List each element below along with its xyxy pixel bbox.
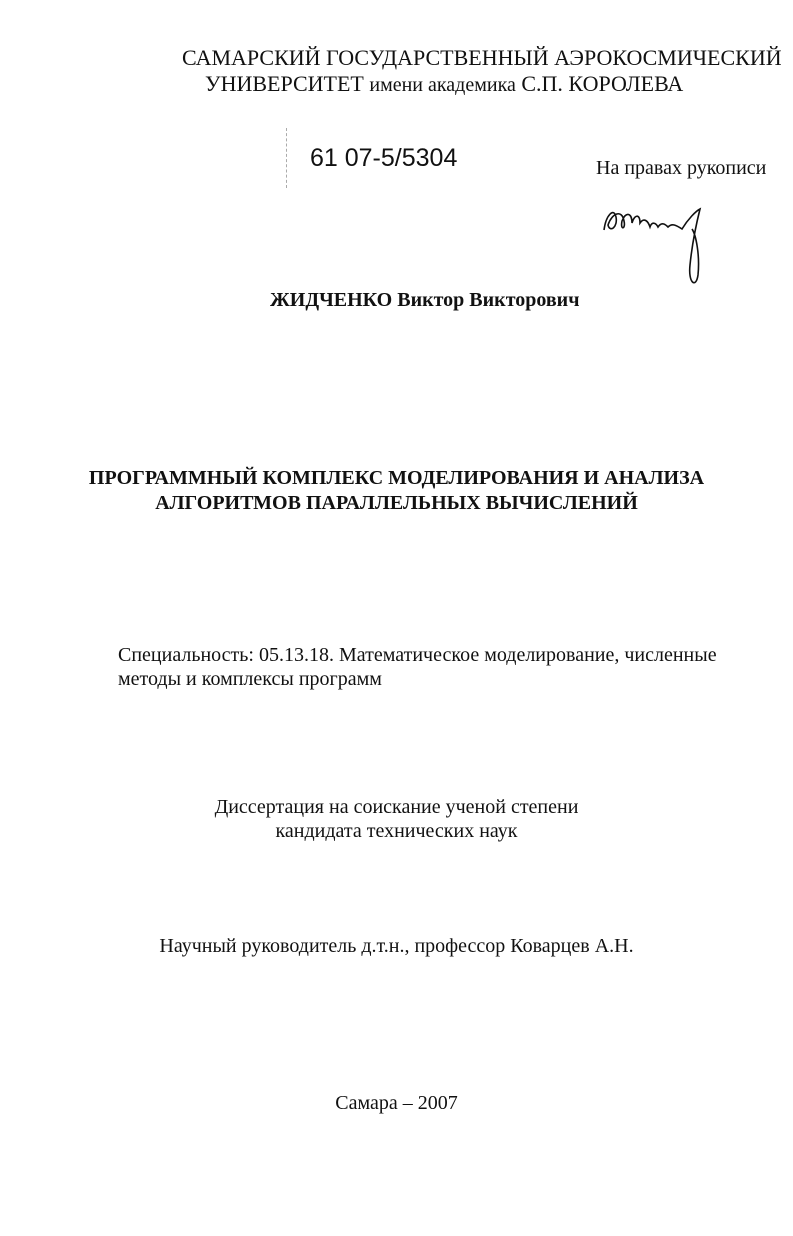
dissertation-title-line2: АЛГОРИТМОВ ПАРАЛЛЕЛЬНЫХ ВЫЧИСЛЕНИЙ [155,492,638,514]
degree-line2: кандидата технических наук [275,820,518,842]
signature-icon [596,195,736,295]
specialty-line2: методы и комплексы программ [118,668,382,690]
stamp-margin-line [286,128,287,188]
supervisor: Научный руководитель д.т.н., профессор Коварцев А.Н. [159,935,634,957]
author-given-names: Виктор Викторович [397,289,580,311]
manuscript-rights: На правах рукописи [596,157,767,179]
university-name-line2 [205,73,683,95]
university-word: УНИВЕРСИТЕТ [205,71,364,96]
specialty-line1: Специальность: 05.13.18. Математическое моделирование, численные [118,644,717,666]
university-name-line1: САМАРСКИЙ ГОСУДАРСТВЕННЫЙ АЭРОКОСМИЧЕСКИЙ [182,45,782,70]
place-year: Самара – 2007 [335,1092,458,1114]
author-name [270,290,579,310]
author-surname: ЖИДЧЕНКО [270,289,393,311]
academician-name: С.П. КОРОЛЕВА [521,71,684,96]
registry-number: 61 07-5/5304 [310,144,458,172]
named-after: имени академика [369,74,516,96]
degree-line1: Диссертация на соискание ученой степени [214,796,579,818]
dissertation-title-line1: ПРОГРАММНЫЙ КОМПЛЕКС МОДЕЛИРОВАНИЯ И АНАЛИЗА [88,467,705,489]
